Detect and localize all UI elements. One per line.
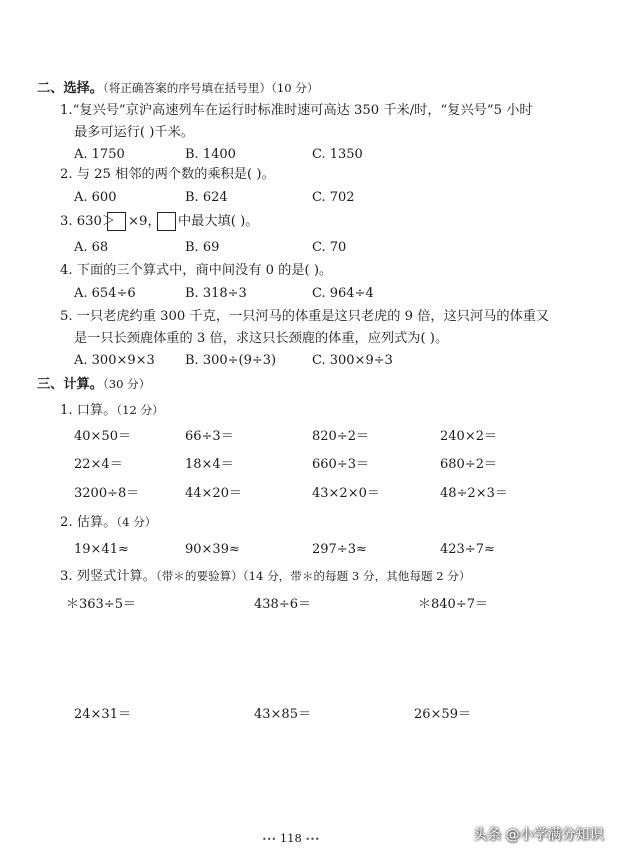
- question-4-line-1: 4. 下面的三个算式中，商中间没有 0 的是( )。: [60, 263, 333, 278]
- question-2-option-a: A. 600: [74, 190, 117, 205]
- vertical-item: 438÷6＝: [254, 597, 311, 612]
- estimate-heading: [60, 513, 156, 532]
- section-2-heading: [37, 79, 318, 98]
- oral-item: 43×2×0＝: [312, 486, 380, 501]
- estimate-item: 19×41≈: [74, 542, 129, 557]
- estimate-title: 2. 估算。: [60, 515, 117, 530]
- page-deco-right: •••: [305, 835, 320, 844]
- question-2-line-1: 2. 与 25 相邻的两个数的乘积是( )。: [60, 167, 275, 182]
- oral-item: 44×20＝: [185, 486, 242, 501]
- question-5-option-b: B. 300÷(9÷3): [185, 353, 277, 368]
- question-3-part-3: 中最大填( )。: [178, 214, 259, 229]
- watermark: 头条 @小学满分知识: [473, 827, 604, 843]
- blank-box: [157, 212, 176, 231]
- estimate-item: 90×39≈: [185, 542, 240, 557]
- section-3-heading: [37, 375, 150, 394]
- vertical-heading: [60, 567, 471, 586]
- vertical-item: 26×59＝: [414, 707, 471, 722]
- blank-box: [107, 212, 126, 231]
- estimate-item: 297÷3≈: [312, 542, 367, 557]
- question-3-part-2: ×9，: [128, 214, 161, 229]
- oral-item: 40×50＝: [74, 429, 131, 444]
- page-number: [262, 831, 320, 847]
- question-1-option-b: B. 1400: [185, 147, 236, 162]
- vertical-item: ＊363÷5＝: [66, 597, 136, 612]
- page-number-value: 118: [279, 831, 302, 845]
- vertical-item: 43×85＝: [254, 707, 311, 722]
- vertical-item: ＊840÷7＝: [418, 597, 488, 612]
- question-1-line-1: 1.“复兴号”京沪高速列车在运行时标准时速可高达 350 千米/时，“复兴号”5 小时: [60, 103, 533, 118]
- question-1-line-2: 最多可运行( )千米。: [74, 125, 194, 140]
- oral-score: （12 分）: [116, 403, 164, 417]
- question-5-line-2: 是一只长颈鹿体重的 3 倍，求这只长颈鹿的体重，应列式为( )。: [74, 331, 449, 346]
- question-4-option-a: A. 654÷6: [74, 286, 136, 301]
- page-deco-left: •••: [262, 835, 277, 844]
- oral-heading: [60, 401, 164, 420]
- question-5-line-1: 5. 一只老虎约重 300 千克，一只河马的体重是这只老虎的 9 倍，这只河马的体重又: [60, 309, 550, 324]
- question-2-option-b: B. 624: [185, 190, 228, 205]
- section-2-title: 二、选择。: [37, 81, 103, 96]
- oral-title: 1. 口算。: [60, 403, 117, 418]
- section-3-score: （30 分）: [102, 377, 151, 391]
- vertical-title: 3. 列竖式计算。: [60, 569, 156, 584]
- oral-item: 820÷2＝: [312, 429, 369, 444]
- oral-item: 22×4＝: [74, 457, 123, 472]
- oral-item: 240×2＝: [440, 429, 497, 444]
- oral-item: 18×4＝: [185, 457, 234, 472]
- vertical-item: 24×31＝: [74, 707, 131, 722]
- question-4-option-c: C. 964÷4: [312, 286, 374, 301]
- question-2-option-c: C. 702: [312, 190, 355, 205]
- question-5-option-c: C. 300×9÷3: [312, 353, 393, 368]
- question-1-option-c: C. 1350: [312, 147, 363, 162]
- question-3-option-b: B. 69: [185, 240, 220, 255]
- question-3-option-a: A. 68: [74, 240, 109, 255]
- question-1-option-a: A. 1750: [74, 147, 125, 162]
- vertical-note: （带＊的要验算）（14 分，带＊的每题 3 分，其他每题 2 分）: [155, 569, 471, 583]
- oral-item: 48÷2×3＝: [440, 486, 508, 501]
- oral-item: 680÷2＝: [440, 457, 497, 472]
- oral-item: 66÷3＝: [185, 429, 234, 444]
- question-3-part-1: 3. 630＞: [60, 214, 116, 229]
- estimate-item: 423÷7≈: [440, 542, 495, 557]
- section-2-note: （将正确答案的序号填在括号里）（10 分）: [102, 81, 319, 95]
- estimate-score: （4 分）: [116, 515, 157, 529]
- oral-item: 3200÷8＝: [74, 486, 140, 501]
- question-5-option-a: A. 300×9×3: [74, 353, 155, 368]
- oral-item: 660÷3＝: [312, 457, 369, 472]
- question-4-option-b: B. 318÷3: [185, 286, 247, 301]
- question-3-option-c: C. 70: [312, 240, 347, 255]
- section-3-title: 三、计算。: [37, 377, 103, 392]
